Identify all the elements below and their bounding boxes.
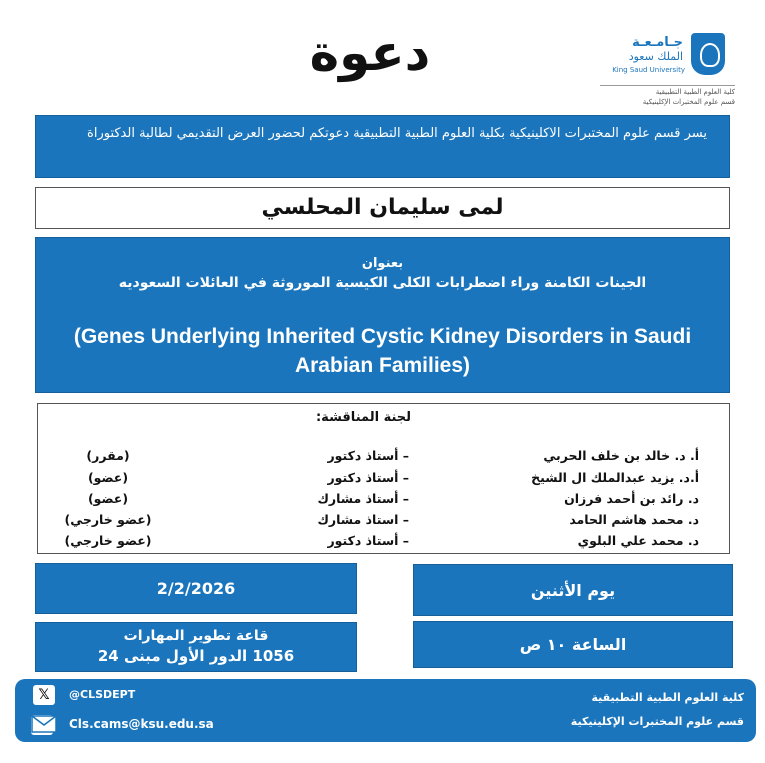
member-role: (عضو خارجي) [64, 512, 152, 527]
logo-university-en: King Saud University [612, 66, 685, 74]
member-title: – استاذ مشارك [317, 512, 409, 527]
contact-email[interactable]: Cls.cams@ksu.edu.sa [69, 717, 214, 731]
footer-college: كلية العلوم الطبية التطبيقية [591, 691, 744, 704]
footer-department: قسم علوم المختبرات الإكلينيكية [570, 715, 744, 728]
ksu-logo [590, 33, 735, 113]
mail-icon [31, 715, 53, 735]
member-name: أ. د. خالد بن خلف الحربي [543, 448, 699, 463]
committee-member [38, 512, 729, 532]
logo-divider [600, 85, 735, 86]
event-day: يوم الأثنين [413, 564, 733, 616]
member-name: د. محمد هاشم الحامد [569, 512, 699, 527]
member-name: د. رائد بن أحمد فرزان [564, 491, 699, 506]
logo-college: كلية العلوم الطبية التطبيقية [655, 88, 735, 96]
member-role: (عضو) [87, 470, 129, 485]
thesis-title-ar: الجينات الكامنة وراء اضطرابات الكلى الكيسية الموروثة في العائلات السعوديه [118, 275, 647, 291]
footer-bar [15, 679, 756, 742]
committee-member [38, 491, 729, 511]
member-role: (مقرر) [86, 448, 130, 463]
venue-line-1: قاعة تطوير المهارات [123, 628, 269, 644]
intro-text: يسر قسم علوم المختبرات الاكلينيكية بكلية العلوم الطبية التطبيقية دعوتكم لحضور العرض التقديمي لطالبة الدكتوراة [35, 115, 730, 178]
x-twitter-icon: 𝕏 [33, 685, 55, 705]
committee-member [38, 470, 729, 490]
member-role: (عضو) [87, 491, 129, 506]
candidate-name: لمى سليمان المحلسي [35, 187, 730, 229]
member-title: – أستاذ دكتور [327, 470, 409, 485]
member-name: د. محمد علي البلوي [577, 533, 699, 548]
thesis-label: بعنوان [361, 256, 404, 271]
venue-line-2: 1056 الدور الأول مبنى 24 [97, 647, 295, 665]
event-time: الساعة ١٠ ص [413, 621, 733, 668]
member-title: – أستاذ دكتور [327, 448, 409, 463]
ksu-crest-icon [691, 33, 725, 75]
member-name: أ.د. يزيد عبدالملك ال الشيخ [531, 470, 699, 485]
member-title: – أستاذ دكتور [327, 533, 409, 548]
event-venue [35, 622, 357, 672]
event-date: 2/2/2026 [35, 563, 357, 614]
member-role: (عضو خارجي) [64, 533, 152, 548]
thesis-box [35, 237, 730, 393]
logo-department: قسم علوم المختبرات الإكلينيكية [642, 98, 735, 106]
logo-university-ar: جـامـعـة [632, 35, 683, 50]
committee-member [38, 448, 729, 468]
thesis-title-en: (Genes Underlying Inherited Cystic Kidney Disorders in Saudi Arabian Families) [73, 325, 692, 377]
invitation-title: دعوة [309, 24, 431, 82]
logo-university-ar2: الملك سعود [628, 50, 683, 63]
member-title: – أستاذ مشارك [317, 491, 409, 506]
committee-heading: لجنة المناقشة: [315, 410, 412, 425]
committee-box [37, 403, 730, 554]
twitter-handle[interactable]: @CLSDEPT [69, 688, 136, 701]
committee-member [38, 533, 729, 553]
